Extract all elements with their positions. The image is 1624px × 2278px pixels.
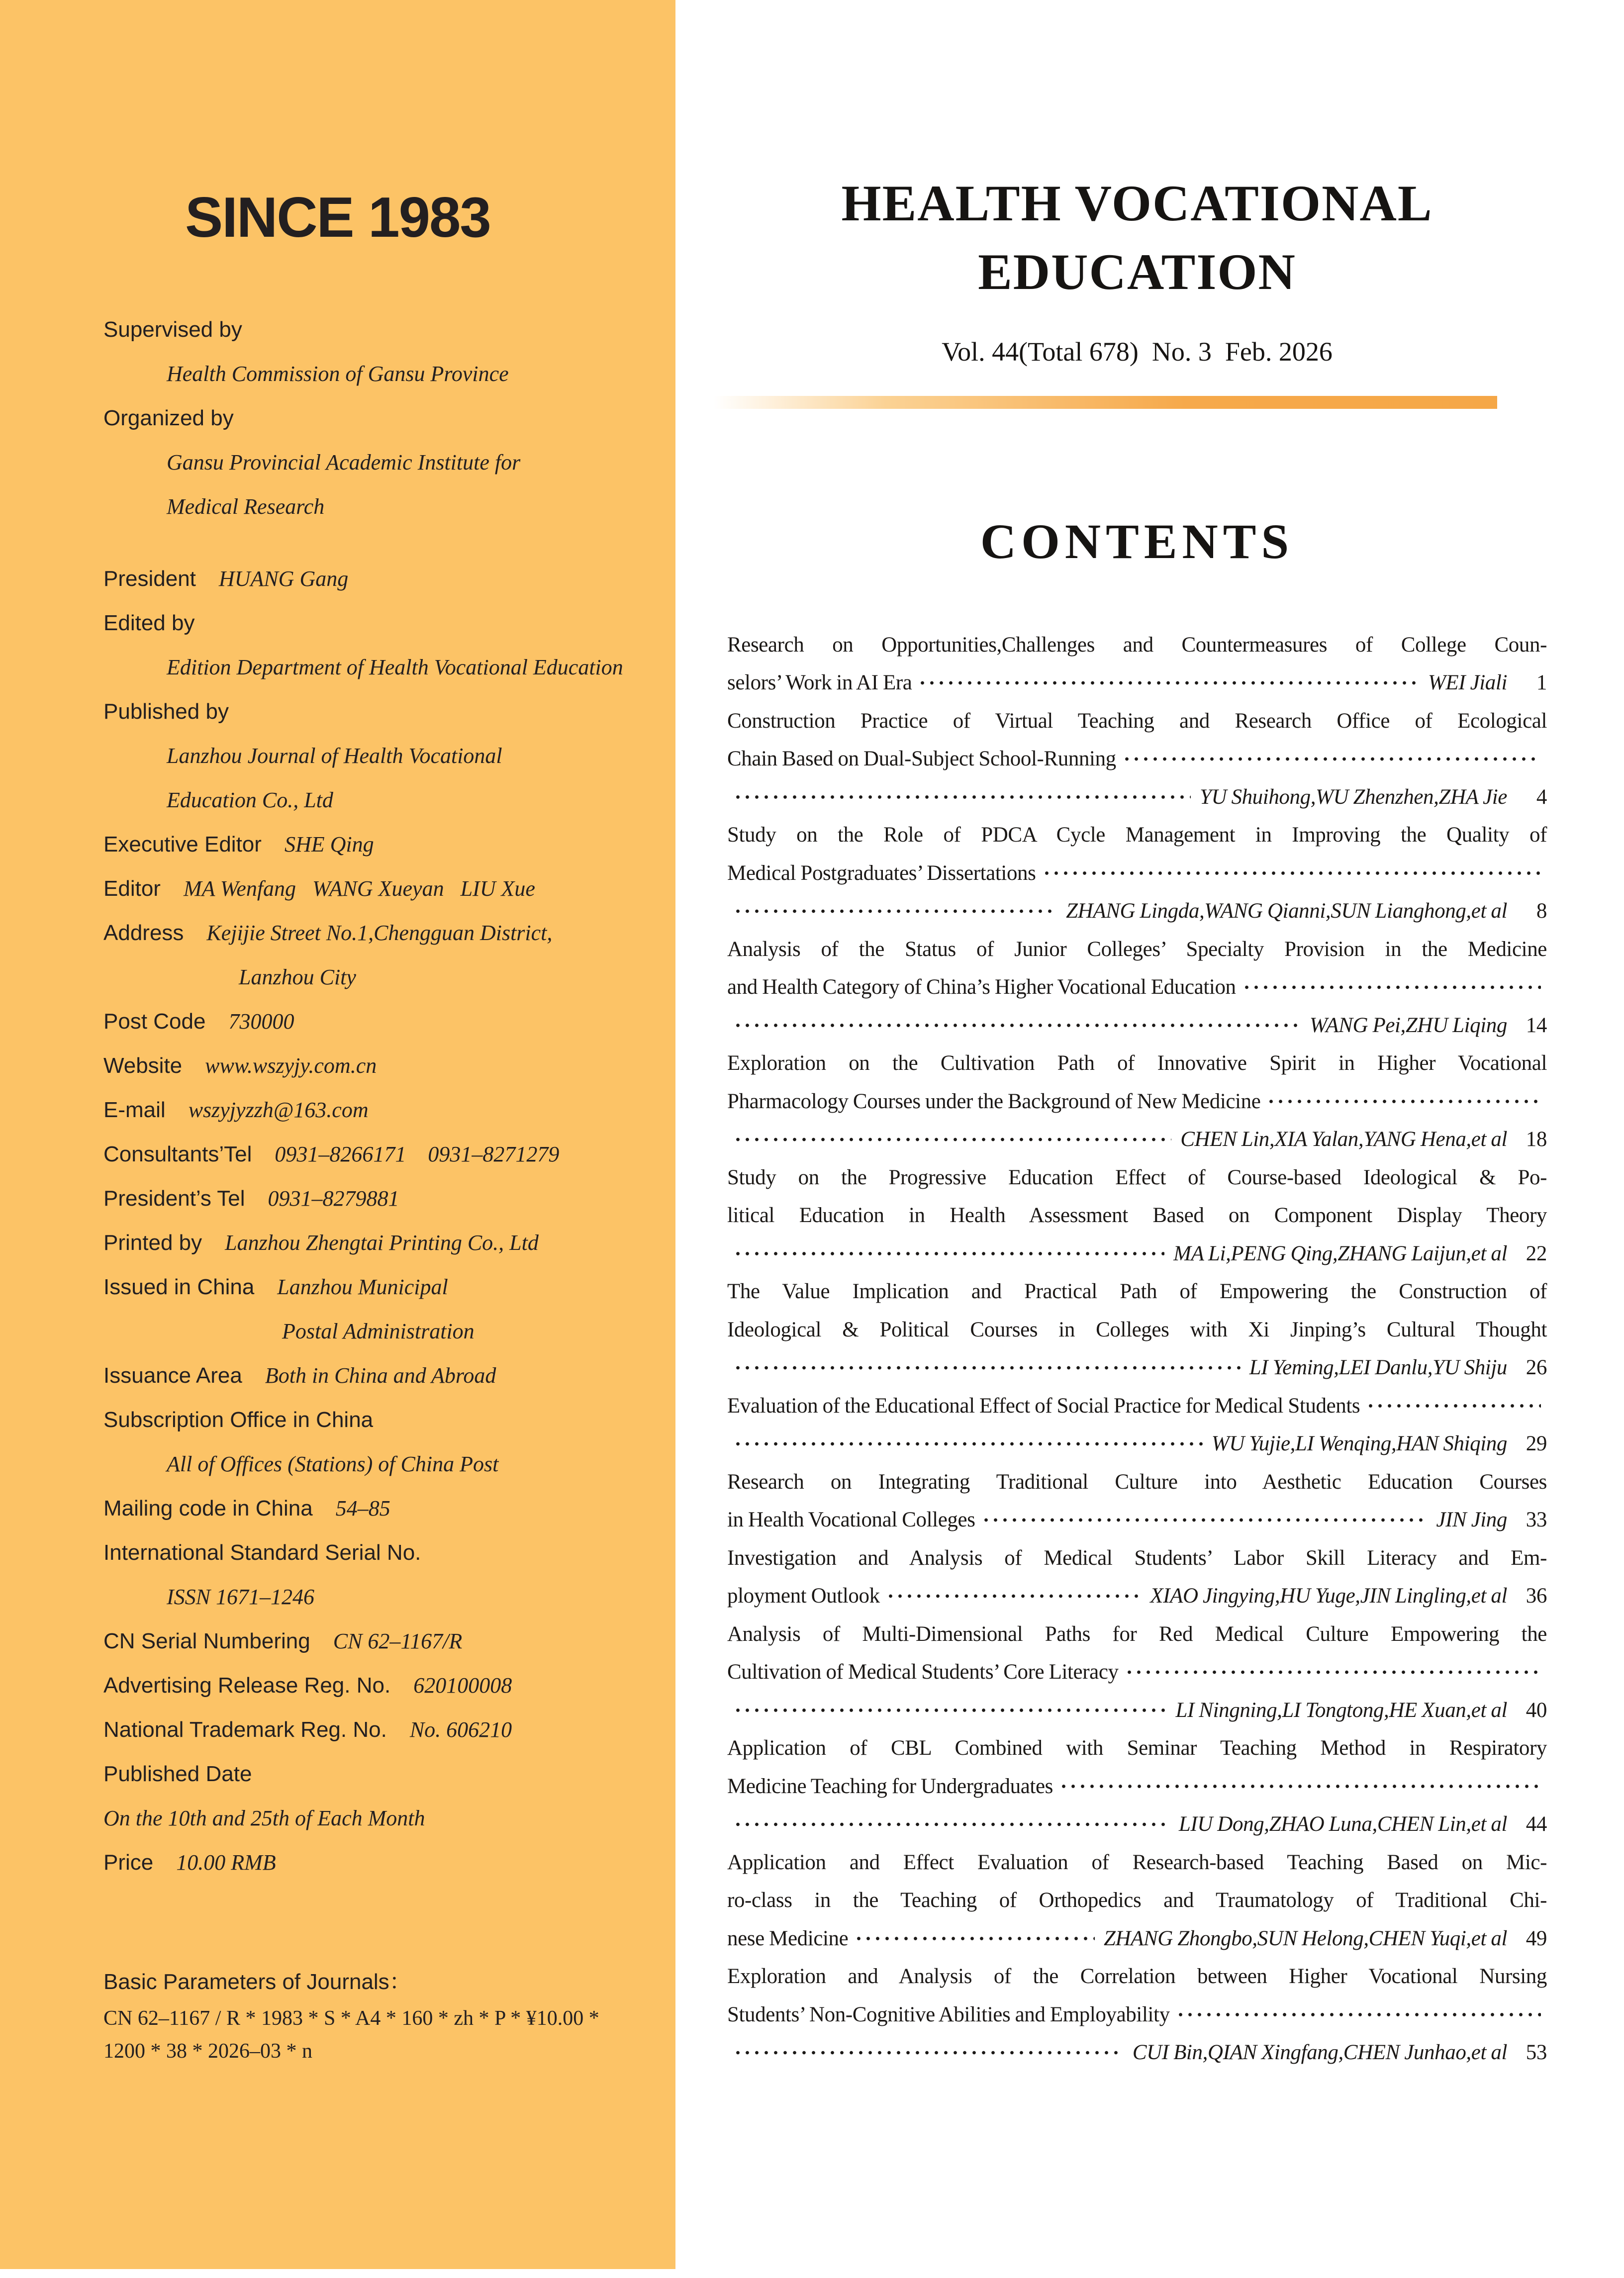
toc-line — [727, 1387, 1547, 1425]
toc-authors: CHEN Lin,XIA Yalan,YANG Hena,et al — [1180, 1128, 1507, 1151]
toc-page-number: 40 — [1526, 1698, 1547, 1722]
toc-title-text: and Health Category of China’s Higher Vocational Education — [727, 975, 1236, 999]
sidebar-label: Price — [103, 1850, 154, 1875]
toc-line — [727, 1082, 1547, 1121]
toc-title-text: ro-class in the Teaching of Orthopedics and Traumatology of Traditional Chi- — [727, 1889, 1547, 1912]
sidebar-value: 0931–8279881 — [268, 1186, 399, 1211]
sidebar-row — [103, 601, 664, 645]
sidebar-value: 0931–8266171 0931–8271279 — [275, 1142, 560, 1166]
sidebar-value: 730000 — [228, 1009, 294, 1034]
sidebar-row — [103, 1575, 664, 1619]
sidebar-label: Issuance Area — [103, 1363, 242, 1388]
accent-gradient-bar — [714, 396, 1497, 409]
toc-dot-leader — [733, 1006, 1301, 1044]
toc-title-text: Cultivation of Medical Students’ Core Literacy — [727, 1660, 1119, 1684]
sidebar-row — [103, 778, 664, 822]
toc-line — [727, 1882, 1547, 1920]
toc-title-text: Pharmacology Courses under the Background of New Medicine — [727, 1089, 1261, 1113]
toc-list — [727, 626, 1547, 2072]
toc-line — [727, 1767, 1547, 1805]
sidebar-label: National Trademark Reg. No. — [103, 1717, 387, 1742]
sidebar-label: Printed by — [103, 1231, 202, 1255]
sidebar-value: No. 606210 — [409, 1717, 512, 1742]
toc-line — [727, 816, 1547, 854]
sidebar-row — [103, 1442, 664, 1486]
toc-dot-leader — [733, 892, 1057, 931]
toc-title-text: Research on Integrating Traditional Culture into Aesthetic Education Courses — [727, 1470, 1547, 1494]
toc-line — [727, 1197, 1547, 1235]
sidebar-label: Edited by — [103, 611, 195, 635]
toc-title-text: The Value Implication and Practical Path of Empowering the Construction of — [727, 1280, 1547, 1304]
sidebar-row — [103, 645, 664, 689]
toc-title-text: Exploration on the Cultivation Path of Innovative Spirit in Higher Vocational — [727, 1051, 1547, 1075]
toc-dot-leader — [918, 664, 1419, 702]
toc-page-number: 33 — [1526, 1508, 1547, 1532]
toc-line — [727, 778, 1547, 816]
sidebar-value: 10.00 RMB — [176, 1850, 276, 1875]
sidebar-row — [103, 689, 664, 734]
sidebar-value: Gansu Provincial Academic Institute for — [167, 450, 521, 475]
toc-dot-leader — [886, 1577, 1142, 1615]
toc-title-text: Study on the Progressive Education Effect of Course-based Ideological & Po- — [727, 1165, 1547, 1189]
toc-line — [727, 1234, 1547, 1273]
toc-line — [727, 1463, 1547, 1501]
sidebar-value: Lanzhou City — [239, 965, 356, 989]
sidebar-label: Published by — [103, 699, 229, 724]
toc-title-text: Construction Practice of Virtual Teaching and Research Office of Ecological — [727, 709, 1547, 733]
toc-dot-leader — [733, 1805, 1170, 1844]
toc-line — [727, 1273, 1547, 1311]
sidebar-row — [103, 1176, 664, 1221]
sidebar-label: Published Date — [103, 1762, 252, 1786]
toc-line — [727, 1995, 1547, 2034]
journal-title-line1: HEALTH VOCATIONAL — [841, 175, 1433, 232]
toc-page-number: 8 — [1536, 899, 1547, 923]
contents-panel — [675, 0, 1624, 2278]
toc-dot-leader — [1059, 1767, 1541, 1805]
sidebar-row — [103, 396, 664, 440]
toc-line — [727, 1729, 1547, 1768]
journal-title — [727, 169, 1547, 306]
toc-page-number: 36 — [1526, 1584, 1547, 1608]
toc-dot-leader — [981, 1501, 1428, 1539]
sidebar — [0, 0, 675, 2269]
sidebar-row — [103, 484, 664, 529]
sidebar-row — [103, 1752, 664, 1796]
toc-line — [727, 1158, 1547, 1197]
toc-line — [727, 1006, 1547, 1044]
sidebar-row — [103, 1796, 664, 1840]
sidebar-label: Supervised by — [103, 317, 242, 342]
toc-line — [727, 1615, 1547, 1653]
sidebar-row — [103, 1353, 664, 1398]
toc-dot-leader — [733, 1121, 1171, 1159]
sidebar-label: Organized by — [103, 406, 234, 430]
sidebar-value: www.wszyjy.com.cn — [205, 1053, 377, 1078]
sidebar-row — [103, 866, 664, 911]
sidebar-row — [103, 1044, 664, 1088]
toc-line — [727, 1919, 1547, 1958]
toc-line — [727, 1577, 1547, 1615]
toc-authors: ZHANG Zhongbo,SUN Helong,CHEN Yuqi,et al — [1103, 1926, 1507, 1950]
toc-title-text: Medical Postgraduates’ Dissertations — [727, 861, 1036, 885]
toc-page-number: 14 — [1526, 1013, 1547, 1037]
sidebar-label: Editor — [103, 876, 161, 901]
toc-dot-leader — [733, 1425, 1203, 1463]
sidebar-value: wszyjyzzh@163.com — [188, 1098, 369, 1122]
sidebar-value: Both in China and Abroad — [265, 1363, 496, 1388]
toc-title-text: nese Medicine — [727, 1926, 849, 1950]
sidebar-row — [103, 1398, 664, 1442]
basic-parameters-block — [103, 1962, 664, 2068]
sidebar-row — [103, 955, 664, 999]
toc-dot-leader — [1176, 1995, 1541, 2034]
toc-title-text: Ideological & Political Courses in Colleges with Xi Jinping’s Cultural Thought — [727, 1318, 1547, 1341]
sidebar-row — [103, 1840, 664, 1885]
toc-line — [727, 626, 1547, 664]
sidebar-row — [103, 440, 664, 484]
sidebar-row — [103, 1088, 664, 1132]
toc-line — [727, 968, 1547, 1007]
toc-dot-leader — [1122, 740, 1541, 778]
sidebar-value: Medical Research — [167, 494, 325, 519]
toc-dot-leader — [1042, 854, 1541, 892]
toc-dot-leader — [733, 1234, 1164, 1273]
sidebar-row — [103, 1708, 664, 1752]
sidebar-row — [103, 1132, 664, 1176]
toc-authors: YU Shuihong,WU Zhenzhen,ZHA Jie — [1199, 785, 1507, 809]
toc-page-number: 29 — [1526, 1432, 1547, 1456]
sidebar-label: Issued in China — [103, 1275, 255, 1299]
toc-page-number: 53 — [1526, 2041, 1547, 2065]
toc-line — [727, 1653, 1547, 1692]
journal-title-line2: EDUCATION — [978, 244, 1296, 300]
contents-heading: CONTENTS — [980, 514, 1294, 569]
sidebar-label: CN Serial Numbering — [103, 1629, 310, 1653]
sidebar-value: Lanzhou Journal of Health Vocational — [167, 744, 502, 768]
toc-dot-leader — [733, 2034, 1124, 2072]
sidebar-value: Edition Department of Health Vocational Education — [167, 655, 623, 679]
toc-page-number: 22 — [1526, 1241, 1547, 1265]
toc-title-text: selors’ Work in AI Era — [727, 671, 912, 695]
toc-page-number: 18 — [1526, 1128, 1547, 1151]
toc-line — [727, 740, 1547, 778]
toc-page-number: 4 — [1536, 785, 1547, 809]
sidebar-value: ISSN 1671–1246 — [167, 1585, 314, 1609]
sidebar-row — [103, 1265, 664, 1309]
sidebar-value: Lanzhou Zhengtai Printing Co., Ltd — [225, 1231, 539, 1255]
sidebar-value: Lanzhou Municipal — [277, 1275, 448, 1299]
toc-line — [727, 854, 1547, 892]
toc-line — [727, 664, 1547, 702]
sidebar-label: Post Code — [103, 1009, 206, 1034]
toc-page-number: 49 — [1526, 1926, 1547, 1950]
toc-title-text: Exploration and Analysis of the Correlation between Higher Vocational Nursing — [727, 1965, 1547, 1989]
sidebar-spacer — [103, 529, 664, 557]
toc-title-text: Medicine Teaching for Undergraduates — [727, 1774, 1053, 1798]
toc-authors: LI Ningning,LI Tongtong,HE Xuan,et al — [1175, 1698, 1507, 1722]
toc-authors: ZHANG Lingda,WANG Qianni,SUN Lianghong,et al — [1066, 899, 1507, 923]
toc-line — [727, 1958, 1547, 1996]
sidebar-row — [103, 1663, 664, 1708]
sidebar-value: Postal Administration — [282, 1319, 475, 1343]
toc-line — [727, 930, 1547, 968]
sidebar-value: Education Co., Ltd — [167, 788, 333, 812]
toc-page-number: 1 — [1536, 671, 1547, 695]
toc-dot-leader — [1125, 1653, 1541, 1692]
toc-line — [727, 1691, 1547, 1729]
sidebar-value: 620100008 — [413, 1673, 512, 1698]
toc-line — [727, 1121, 1547, 1159]
toc-page-number: 26 — [1526, 1356, 1547, 1380]
sidebar-row — [103, 1221, 664, 1265]
toc-title-text: litical Education in Health Assessment Based on Component Display Theory — [727, 1204, 1547, 1228]
toc-authors: CUI Bin,QIAN Xingfang,CHEN Junhao,et al — [1132, 2041, 1507, 2065]
toc-line — [727, 1311, 1547, 1349]
toc-dot-leader — [1242, 968, 1541, 1007]
toc-dot-leader — [854, 1919, 1095, 1958]
toc-authors: LIU Dong,ZHAO Luna,CHEN Lin,et al — [1178, 1812, 1507, 1836]
toc-line — [727, 892, 1547, 931]
sidebar-value: CN 62–1167/R — [333, 1629, 463, 1653]
sidebar-label: Address — [103, 921, 184, 945]
toc-dot-leader — [733, 1691, 1167, 1729]
toc-dot-leader — [733, 778, 1191, 816]
toc-title-text: Students’ Non-Cognitive Abilities and Employability — [727, 2002, 1170, 2026]
toc-line — [727, 1425, 1547, 1463]
since-year-heading: SINCE 1983 — [185, 186, 490, 249]
sidebar-label: Advertising Release Reg. No. — [103, 1673, 391, 1698]
toc-line — [727, 1539, 1547, 1577]
sidebar-value: SHE Qing — [284, 832, 374, 856]
sidebar-row — [103, 557, 664, 601]
toc-title-text: Analysis of Multi-Dimensional Paths for Red Medical Culture Empowering the — [727, 1622, 1547, 1646]
toc-title-text: Analysis of the Status of Junior Colleges’ Specialty Provision in the Medicine — [727, 937, 1547, 961]
toc-authors: WANG Pei,ZHU Liqing — [1309, 1013, 1507, 1037]
sidebar-label: President’s Tel — [103, 1186, 245, 1211]
sidebar-label: Website — [103, 1053, 183, 1078]
sidebar-row — [103, 1309, 664, 1353]
toc-authors: JIN Jing — [1436, 1508, 1507, 1532]
sidebar-row — [103, 911, 664, 955]
sidebar-label: International Standard Serial No. — [103, 1540, 421, 1565]
sidebar-label: Mailing code in China — [103, 1496, 313, 1520]
toc-line — [727, 1501, 1547, 1539]
basic-parameters-label: Basic Parameters of Journals： — [103, 1970, 411, 1994]
basic-parameters-line: CN 62–1167 / R * 1983 * S * A4 * 160 * zh * P * ¥10.00 * — [103, 2007, 599, 2030]
toc-line — [727, 702, 1547, 740]
sidebar-row — [103, 1486, 664, 1530]
toc-title-text: Chain Based on Dual-Subject School-Running — [727, 747, 1116, 771]
toc-title-text: Study on the Role of PDCA Cycle Management in Improving the Quality of — [727, 823, 1547, 847]
basic-lines — [103, 2002, 664, 2068]
toc-authors: XIAO Jingying,HU Yuge,JIN Lingling,et al — [1150, 1584, 1507, 1608]
sidebar-row — [103, 734, 664, 778]
sidebar-value: HUANG Gang — [218, 567, 349, 591]
issue-line: Vol. 44(Total 678) No. 3 Feb. 2026 — [942, 337, 1333, 367]
toc-title-text: Application of CBL Combined with Seminar Teaching Method in Respiratory — [727, 1736, 1547, 1760]
toc-title-text: Evaluation of the Educational Effect of Social Practice for Medical Students — [727, 1394, 1360, 1418]
sidebar-row — [103, 999, 664, 1044]
toc-title-text: Research on Opportunities,Challenges and Countermeasures of College Coun- — [727, 633, 1547, 657]
sidebar-value: MA Wenfang WANG Xueyan LIU Xue — [183, 876, 535, 901]
sidebar-row — [103, 822, 664, 866]
toc-title-text: Investigation and Analysis of Medical Students’ Labor Skill Literacy and Em- — [727, 1546, 1547, 1570]
sidebar-label: Subscription Office in China — [103, 1408, 374, 1432]
sidebar-value: 54–85 — [335, 1496, 390, 1520]
toc-title-text: Application and Effect Evaluation of Research-based Teaching Based on Mic- — [727, 1850, 1547, 1874]
toc-line — [727, 1044, 1547, 1083]
toc-line — [727, 1805, 1547, 1844]
toc-title-text: ployment Outlook — [727, 1584, 880, 1608]
sidebar-row — [103, 307, 664, 352]
sidebar-rows — [103, 307, 664, 1885]
basic-parameters-line: 1200 * 38 * 2026–03 * n — [103, 2040, 312, 2063]
toc-line — [727, 1843, 1547, 1882]
sidebar-value: All of Offices (Stations) of China Post — [167, 1452, 499, 1476]
sidebar-label: President — [103, 567, 196, 591]
toc-authors: WEI Jiali — [1428, 671, 1507, 695]
toc-dot-leader — [1266, 1082, 1541, 1121]
sidebar-value: Kejijie Street No.1,Chengguan District, — [206, 921, 553, 945]
sidebar-value: On the 10th and 25th of Each Month — [103, 1806, 425, 1830]
toc-title-text: in Health Vocational Colleges — [727, 1508, 975, 1532]
toc-authors: WU Yujie,LI Wenqing,HAN Shiqing — [1211, 1432, 1507, 1456]
sidebar-row — [103, 352, 664, 396]
toc-line — [727, 2034, 1547, 2072]
toc-authors: MA Li,PENG Qing,ZHANG Laijun,et al — [1173, 1241, 1507, 1265]
sidebar-row — [103, 1530, 664, 1575]
toc-dot-leader — [733, 1349, 1241, 1387]
toc-dot-leader — [1366, 1387, 1541, 1425]
toc-authors: LI Yeming,LEI Danlu,YU Shiju — [1249, 1356, 1507, 1380]
sidebar-value: Health Commission of Gansu Province — [167, 362, 509, 386]
toc-line — [727, 1349, 1547, 1387]
sidebar-label: E-mail — [103, 1098, 166, 1122]
sidebar-label: Consultants’Tel — [103, 1142, 252, 1166]
sidebar-label: Executive Editor — [103, 832, 262, 856]
toc-page-number: 44 — [1526, 1812, 1547, 1836]
sidebar-row — [103, 1619, 664, 1663]
